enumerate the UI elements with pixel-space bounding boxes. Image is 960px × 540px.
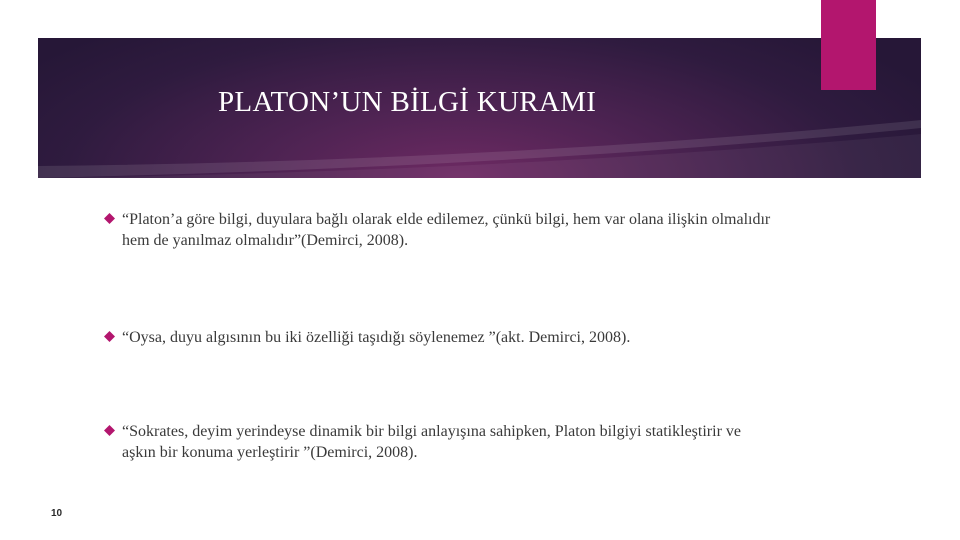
diamond-bullet-icon <box>104 425 115 436</box>
bullet-text: “Oysa, duyu algısının bu iki özelliği taşıdığı söylenemez ”(akt. Demirci, 2008). <box>122 329 631 346</box>
bullet-text: “Sokrates, deyim yerindeyse dinamik bir bilgi anlayışına sahipken, Platon bilgiyi statikleştirir ve aşkın bir konuma yerleştirir ”(Demirci, 2008). <box>122 423 741 461</box>
bullet-list <box>104 0 864 540</box>
diamond-bullet-icon <box>104 213 115 224</box>
slide-number: 10 <box>51 508 63 519</box>
diamond-bullet-icon <box>104 331 115 342</box>
bullet-text: “Platon’a göre bilgi, duyulara bağlı olarak elde edilemez, çünkü bilgi, hem var olana ilişkin olmalıdır hem de yanılmaz olmalıdır”(Demirci, 2008). <box>122 211 771 249</box>
slide-title: PLATON’UN BİLGİ KURAMI <box>218 86 597 118</box>
